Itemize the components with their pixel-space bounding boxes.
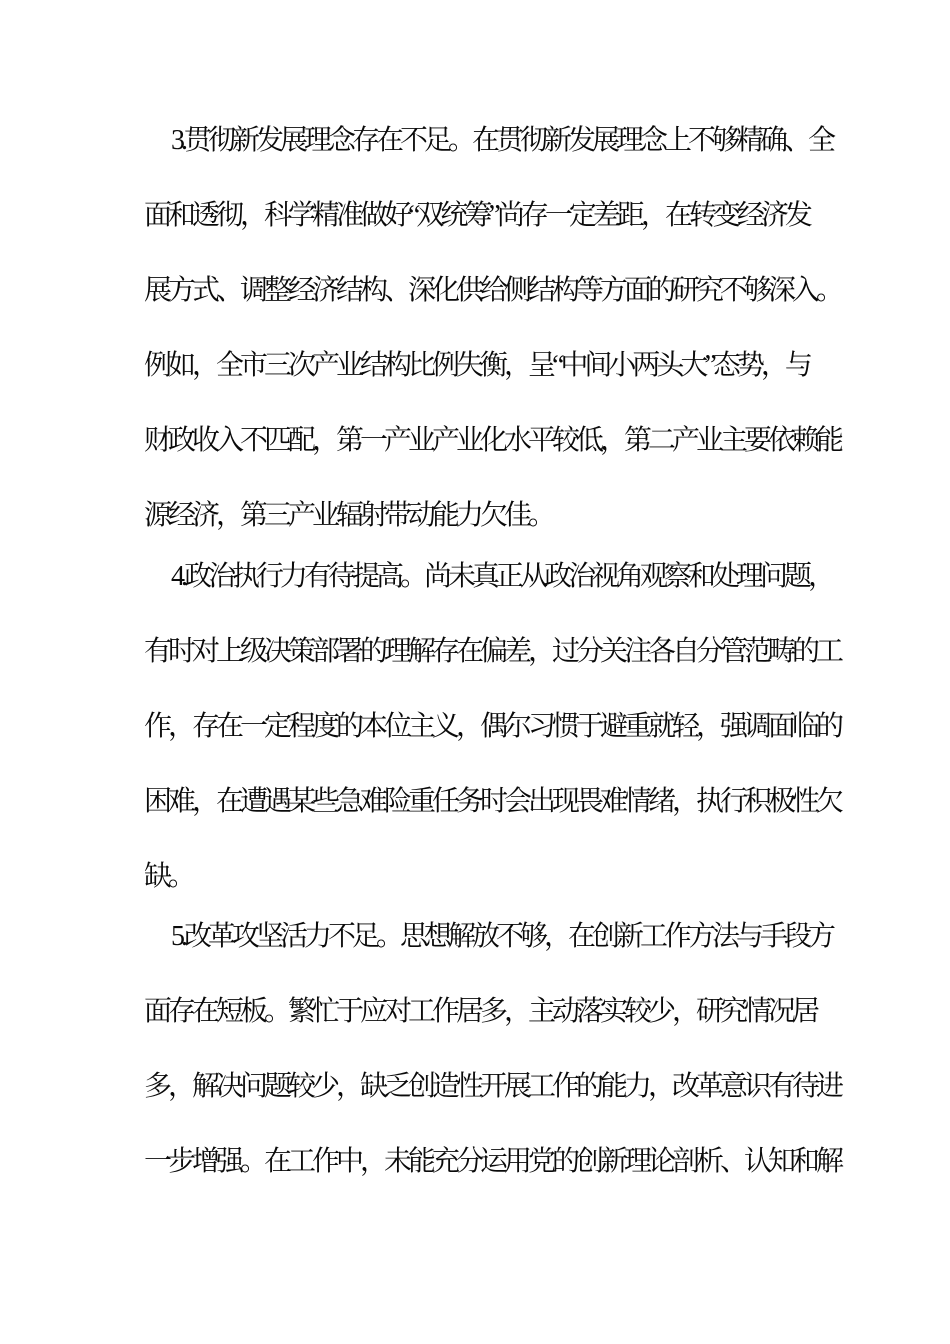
paragraph-5 [144, 899, 844, 1199]
text-line: 作，存在一定程度的本位主义，偶尔习惯于避重就轻，强调面临的 [144, 711, 841, 742]
text-line: 缺。 [144, 861, 193, 892]
text-line: 困难，在遭遇某些急难险重任务时会出现畏难情绪，执行积极性欠 [144, 786, 841, 817]
text-line: 财政收入不匹配，第一产业产业化水平较低，第二产业主要依赖能 [144, 425, 841, 456]
paragraph-3 [144, 103, 844, 553]
text-line: 4.政治执行力有待提高。尚未真正从政治视角观察和处理问题， [171, 561, 833, 592]
text-line: 5.改革攻坚活力不足。思想解放不够，在创新工作方法与手段方 [171, 921, 833, 952]
text-line: 源经济，第三产业辐射带动能力欠佳。 [144, 500, 553, 531]
paragraph-4 [144, 539, 844, 914]
text-line: 面和透彻，科学精准做好“双统筹”尚存一定差距，在转变经济发 [144, 200, 809, 231]
text-line: 展方式、调整经济结构、深化供给侧结构等方面的研究不够深入。 [144, 275, 841, 306]
text-line: 面存在短板。繁忙于应对工作居多，主动落实较少，研究情况居 [144, 996, 817, 1027]
text-line: 有时对上级决策部署的理解存在偏差，过分关注各自分管范畴的工 [144, 636, 841, 667]
text-line: 例如，全市三次产业结构比例失衡，呈“中间小两头大”态势，与 [144, 350, 809, 381]
text-line: 多，解决问题较少，缺乏创造性开展工作的能力，改革意识有待进 [144, 1071, 841, 1102]
text-line: 3.贯彻新发展理念存在不足。在贯彻新发展理念上不够精确、全 [171, 125, 833, 156]
text-line: 一步增强。在工作中，未能充分运用党的创新理论剖析、认知和解 [144, 1146, 841, 1177]
